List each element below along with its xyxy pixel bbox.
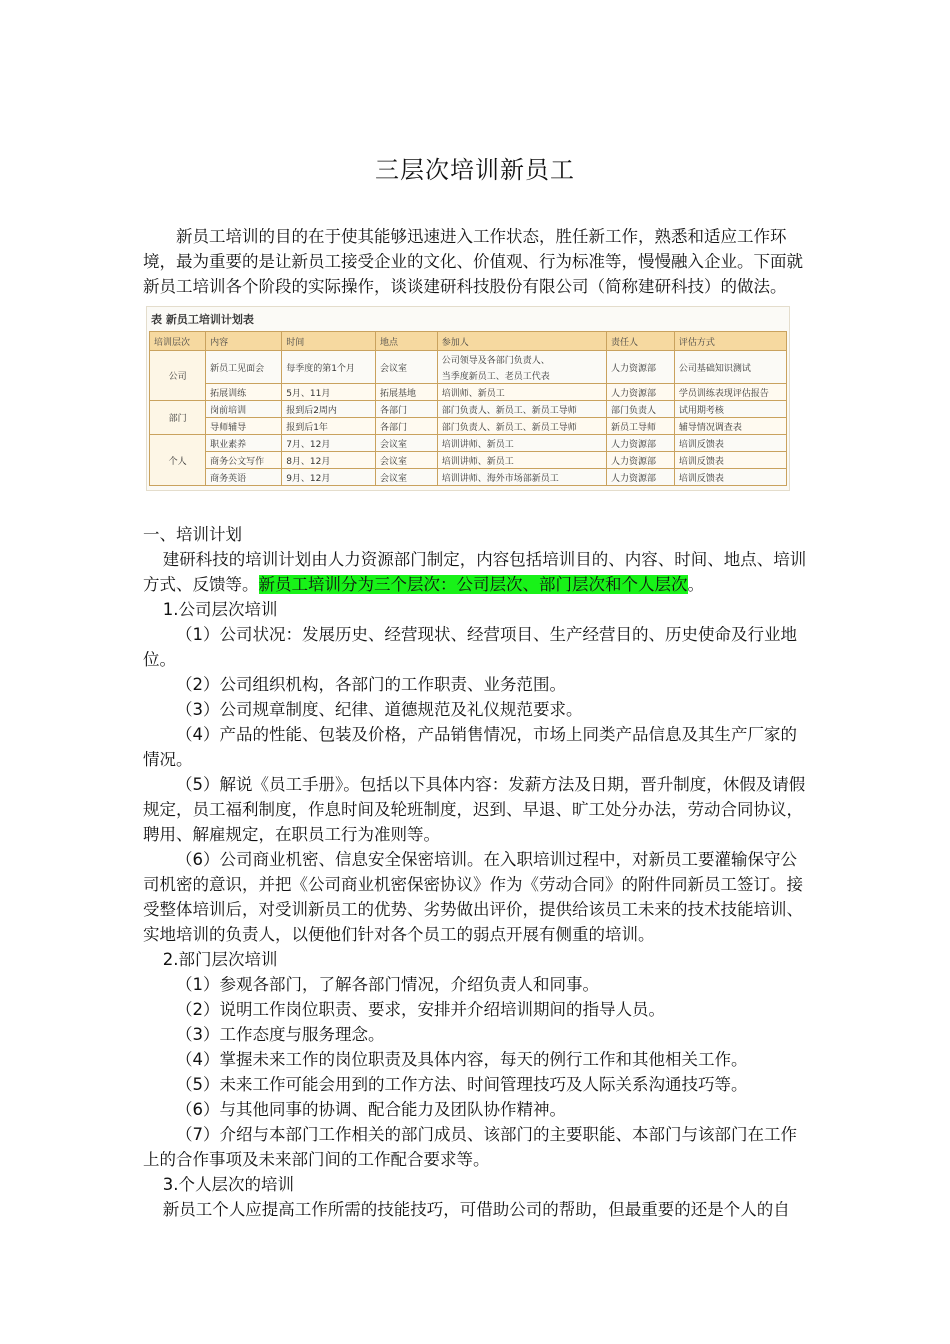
highlighted-text: 新员工培训分为三个层次：公司层次、部门层次和个人层次 [258, 575, 688, 594]
table-cell: 部门负责人、新员工、新员工导师 [437, 418, 606, 435]
paragraph-text: 建研科技的培训计划由人力资源部门制定，内容包括培训目的、内容、时间、地点、培训方式、反馈等。 [143, 550, 807, 594]
table-cell: 试用期考核 [674, 401, 786, 418]
paragraph-text: 。 [687, 575, 704, 594]
table-cell: 部门负责人、新员工、新员工导师 [437, 401, 606, 418]
table-cell: 会议室 [376, 469, 438, 486]
table-cell: 培训反馈表 [674, 435, 786, 452]
table-row [150, 469, 787, 486]
table-cell: 新员工导师 [606, 418, 674, 435]
table-cell: 8月、12月 [282, 452, 376, 469]
table-cell: 5月、11月 [282, 384, 376, 401]
table-cell: 每季度的第1个月 [282, 351, 376, 384]
table-cell: 报到后2周内 [282, 401, 376, 418]
table-cell: 培训讲师、新员工 [437, 452, 606, 469]
table-cell: 公司基础知识测试 [674, 351, 786, 384]
table-cell: 会议室 [376, 435, 438, 452]
body-paragraph [143, 547, 813, 597]
level-cell: 部门 [150, 401, 206, 435]
table-cell: 人力资源部 [606, 384, 674, 401]
table-cell: 商务公文写作 [206, 452, 282, 469]
subsection-heading: 1.公司层次培训 [162, 600, 278, 619]
table-cell: 会议室 [376, 452, 438, 469]
body-paragraph: 新员工个人应提高工作所需的技能技巧，可借助公司的帮助，但最重要的还是个人的自 [162, 1200, 790, 1219]
table-cell: 各部门 [376, 401, 438, 418]
table-cell: 各部门 [376, 418, 438, 435]
table-header-row [150, 332, 787, 351]
table-header-cell: 内容 [206, 332, 282, 351]
table-cell: 人力资源部 [606, 351, 674, 384]
subsection-heading: 2.部门层次培训 [162, 950, 278, 969]
table-row [150, 418, 787, 435]
table-cell: 公司领导及各部门负责人、 [437, 351, 606, 368]
intro-paragraph: 新员工培训的目的在于使其能够迅速进入工作状态，胜任新工作，熟悉和适应工作环境，最为重要的是让新员工接受企业的文化、价值观、行为标准等，慢慢融入企业。下面就新员工培训各个阶段的实际操作，谈谈建研科技股份有限公司（简称建研科技）的做法。 [143, 227, 803, 296]
table-cell: 职业素养 [206, 435, 282, 452]
table-row [150, 401, 787, 418]
training-plan-table [149, 331, 787, 486]
table-cell: 岗前培训 [206, 401, 282, 418]
table-cell: 新员工见面会 [206, 351, 282, 384]
table-row [150, 384, 787, 401]
table-caption: 表 新员工培训计划表 [151, 313, 254, 326]
table-cell: 人力资源部 [606, 469, 674, 486]
table-row [150, 351, 787, 368]
table-cell: 部门负责人 [606, 401, 674, 418]
table-cell: 7月、12月 [282, 435, 376, 452]
table-cell: 拓展基地 [376, 384, 438, 401]
table-cell: 人力资源部 [606, 435, 674, 452]
table-cell: 人力资源部 [606, 452, 674, 469]
table-cell: 培训反馈表 [674, 469, 786, 486]
training-plan-figure [146, 306, 790, 491]
table-header-cell: 责任人 [606, 332, 674, 351]
list-item: （2）说明工作岗位职责、要求，安排并介绍培训期间的指导人员。 [176, 1000, 665, 1019]
list-item: （5）未来工作可能会用到的工作方法、时间管理技巧及人际关系沟通技巧等。 [176, 1075, 748, 1094]
table-cell: 辅导情况调查表 [674, 418, 786, 435]
list-item: （5）解说《员工手册》。包括以下具体内容：发薪方法及日期，晋升制度，休假及请假规定，员工福利制度，作息时间及轮班制度，迟到、早退、旷工处分办法，劳动合同协议，聘用、解雇规定，在职员工行为准则等。 [143, 775, 806, 844]
subsection-heading: 3.个人层次的培训 [162, 1175, 295, 1194]
list-item: （6）公司商业机密、信息安全保密培训。在入职培训过程中，对新员工要灌输保守公司机密的意识，并把《公司商业机密保密协议》作为《劳动合同》的附件同新员工签订。接受整体培训后，对受训新员工的优势、劣势做出评价，提供给该员工未来的技术技能培训、实地培训的负责人，以便他们针对各个员工的弱点开展有侧重的培训。 [143, 850, 803, 944]
table-cell: 培训讲师、海外市场部新员工 [437, 469, 606, 486]
list-item: （4）产品的性能、包装及价格，产品销售情况，市场上同类产品信息及其生产厂家的情况。 [143, 725, 797, 769]
list-item: （3）工作态度与服务理念。 [176, 1025, 385, 1044]
list-item: （7）介绍与本部门工作相关的部门成员、该部门的主要职能、本部门与该部门在工作上的合作事项及未来部门间的工作配合要求等。 [143, 1125, 797, 1169]
table-cell: 学员训练表现评估报告 [674, 384, 786, 401]
list-item: （6）与其他同事的协调、配合能力及团队协作精神。 [176, 1100, 566, 1119]
list-item: （1）参观各部门，了解各部门情况，介绍负责人和同事。 [176, 975, 599, 994]
table-header-cell: 参加人 [437, 332, 606, 351]
table-cell: 商务英语 [206, 469, 282, 486]
level-cell: 公司 [150, 351, 206, 401]
list-item: （2）公司组织机构，各部门的工作职责、业务范围。 [176, 675, 566, 694]
table-row [150, 435, 787, 452]
table-cell: 培训反馈表 [674, 452, 786, 469]
table-header-cell: 地点 [376, 332, 438, 351]
page-title: 三层次培训新员工 [375, 156, 575, 184]
list-item: （1）公司状况：发展历史、经营现状、经营项目、生产经营目的、历史使命及行业地位。 [143, 625, 797, 669]
level-cell: 个人 [150, 435, 206, 486]
table-header-cell: 培训层次 [150, 332, 206, 351]
table-header-cell: 评估方式 [674, 332, 786, 351]
table-cell: 当季度新员工、老员工代表 [437, 367, 606, 384]
table-cell: 拓展训练 [206, 384, 282, 401]
table-cell: 导师辅导 [206, 418, 282, 435]
document-body [143, 522, 813, 1222]
list-item: （4）掌握未来工作的岗位职责及具体内容，每天的例行工作和其他相关工作。 [176, 1050, 748, 1069]
table-header-cell: 时间 [282, 332, 376, 351]
table-row [150, 452, 787, 469]
table-cell: 报到后1年 [282, 418, 376, 435]
table-cell: 培训师、新员工 [437, 384, 606, 401]
table-cell: 9月、12月 [282, 469, 376, 486]
table-cell: 会议室 [376, 351, 438, 384]
section-heading: 一、培训计划 [143, 525, 242, 544]
list-item: （3）公司规章制度、纪律、道德规范及礼仪规范要求。 [176, 700, 583, 719]
table-cell: 培训讲师、新员工 [437, 435, 606, 452]
